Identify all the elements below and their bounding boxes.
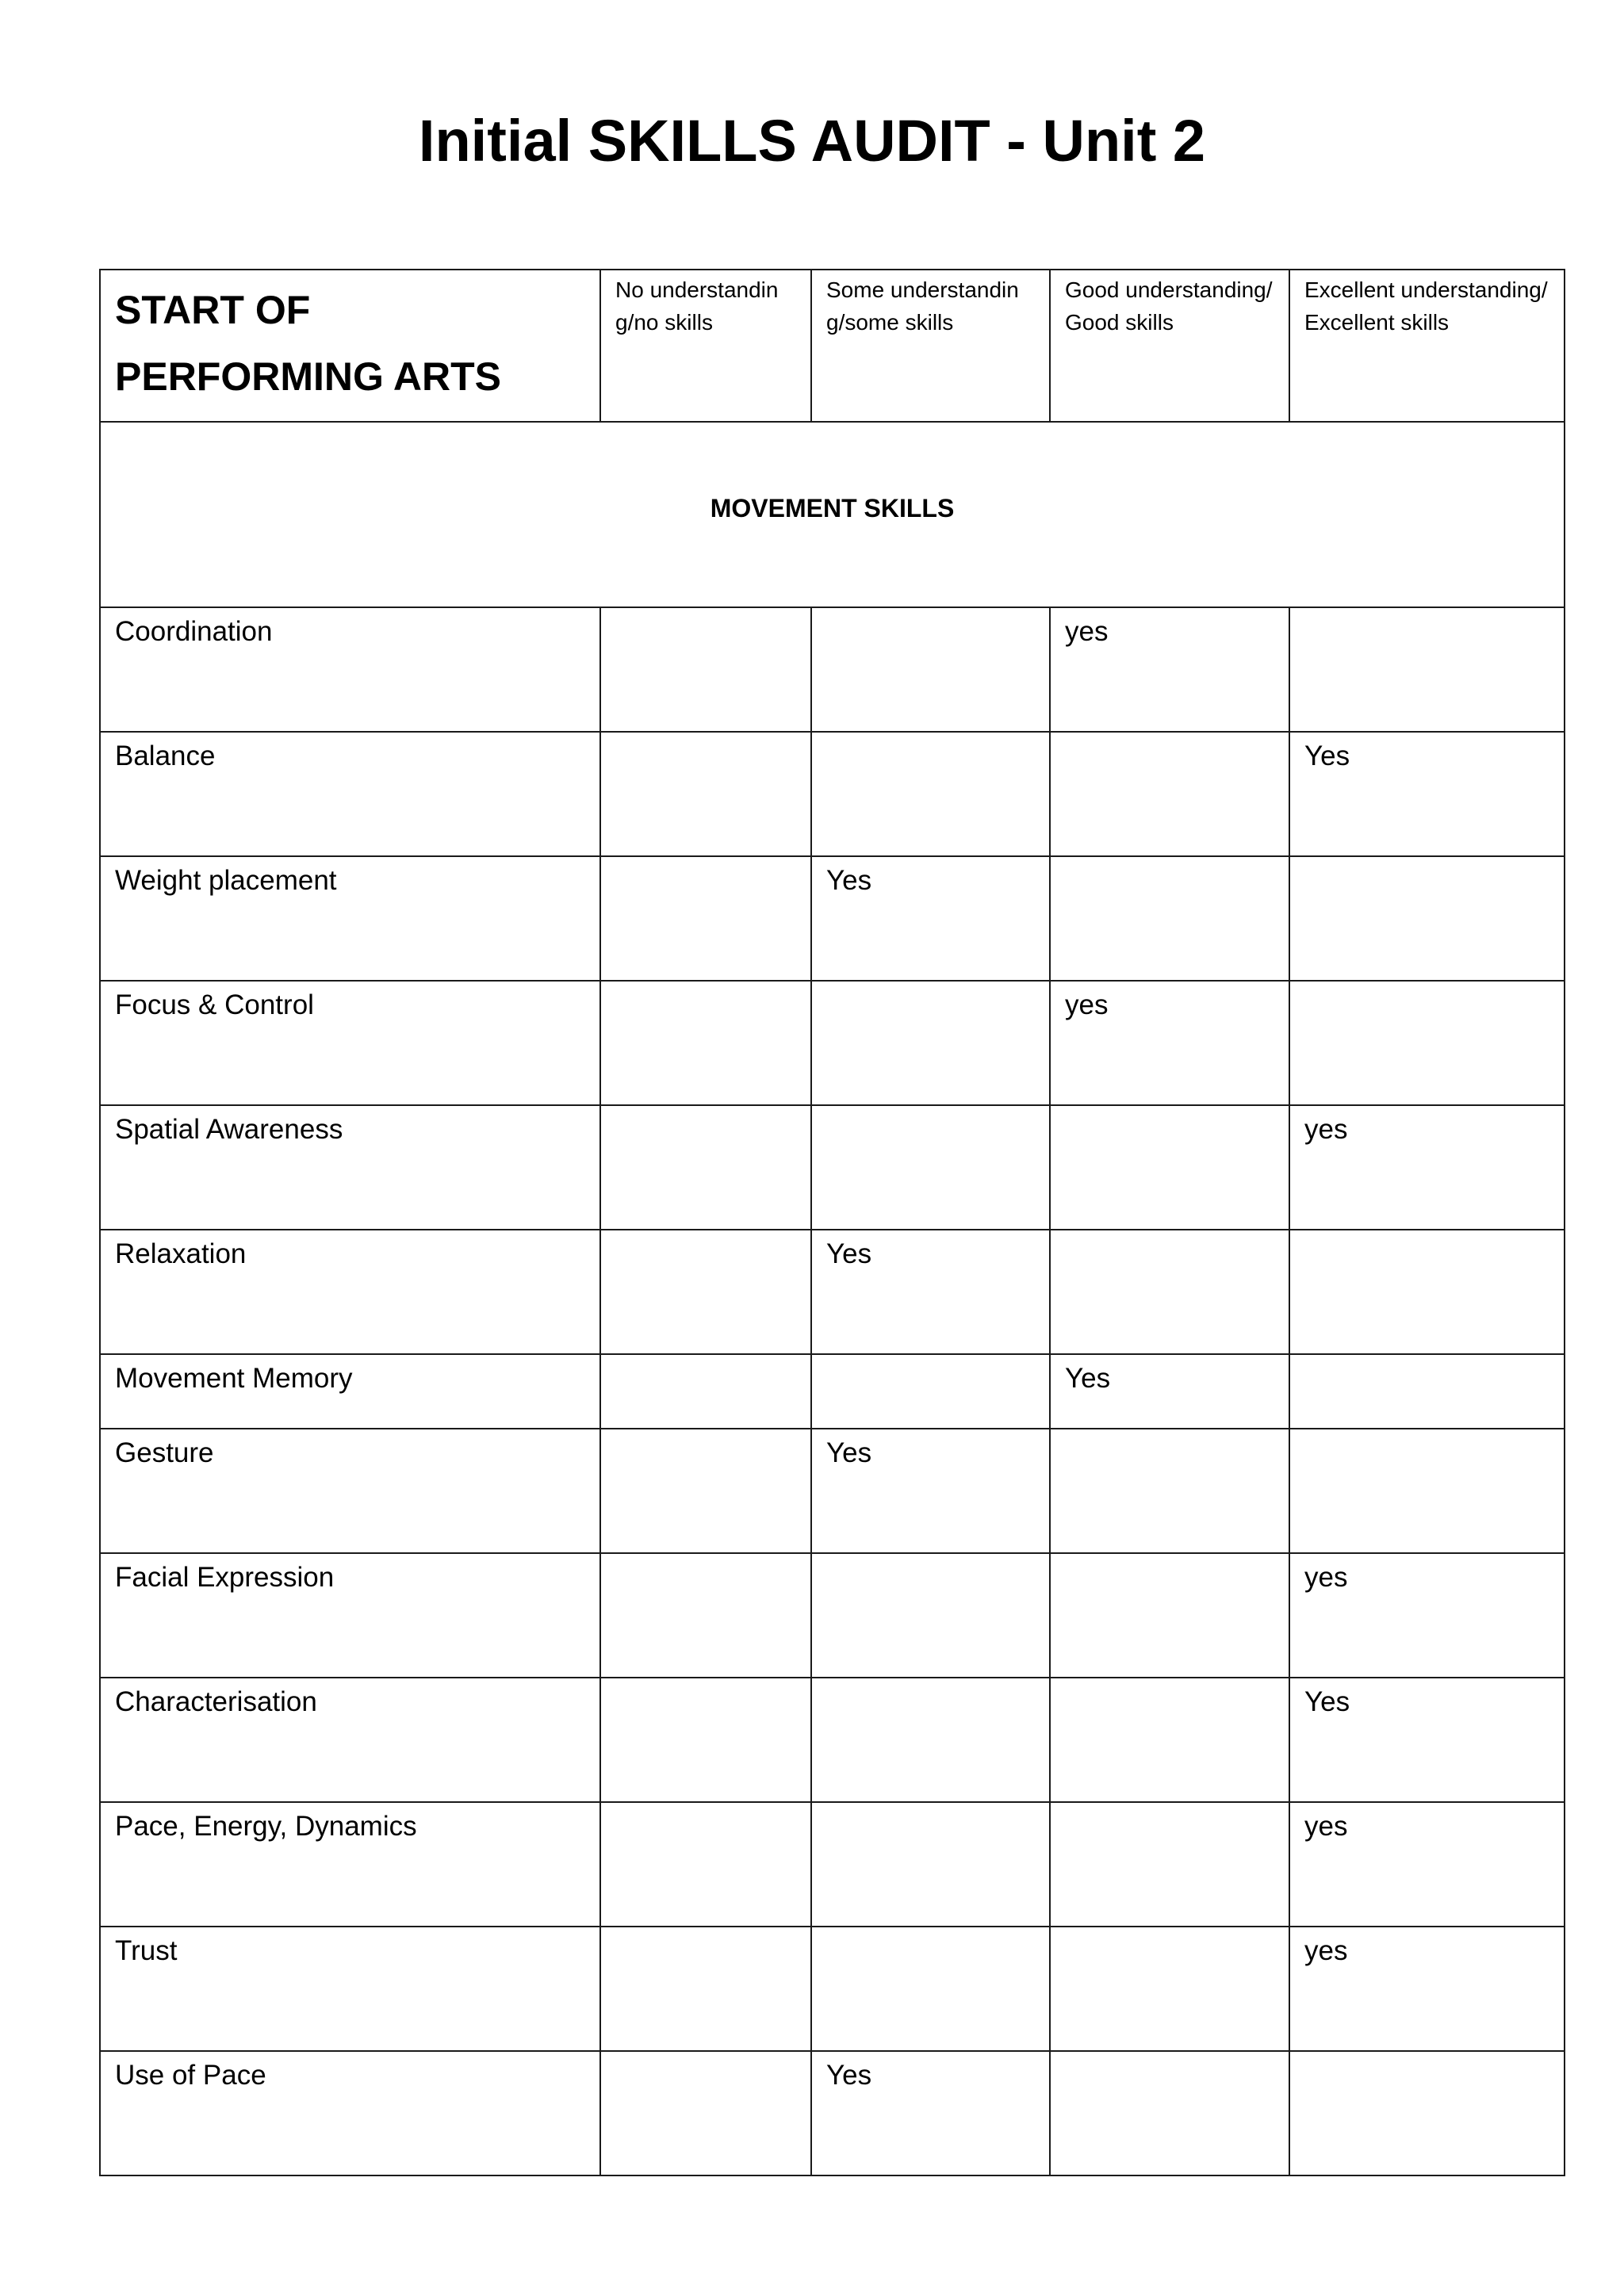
- rating-value: [601, 608, 810, 613]
- table-row: [100, 1429, 1565, 1553]
- skill-name-cell: [100, 856, 600, 981]
- rating-value: Yes: [826, 865, 872, 896]
- rating-value: [1051, 1106, 1289, 1111]
- rating-cell: [600, 1927, 811, 2051]
- rating-value: [812, 1554, 1049, 1559]
- rating-value: [1051, 1230, 1289, 1235]
- rating-cell: [600, 2051, 811, 2175]
- header-row: [100, 270, 1565, 422]
- skill-name-cell: [100, 1429, 600, 1553]
- rating-cell: [1289, 732, 1565, 856]
- rating-cell: [1050, 1105, 1289, 1230]
- rating-value: Yes: [826, 2060, 872, 2091]
- skills-audit-table: [99, 269, 1565, 2176]
- rating-value: [601, 982, 810, 986]
- rating-cell: [600, 732, 811, 856]
- skill-name: Trust: [115, 1935, 178, 1966]
- rating-cell: [1050, 607, 1289, 732]
- rating-cell: [811, 1354, 1050, 1429]
- rating-cell: [600, 1678, 811, 1802]
- rating-cell: [600, 1230, 811, 1354]
- rating-value: [812, 608, 1049, 613]
- rating-value: [601, 1230, 810, 1235]
- section-header-cell: [100, 422, 1565, 607]
- rating-cell: [1289, 1230, 1565, 1354]
- rating-value: [1290, 2052, 1564, 2057]
- rating-cell: [1289, 1553, 1565, 1678]
- column-header-excellent-understanding: [1289, 270, 1565, 422]
- table-row: [100, 1553, 1565, 1678]
- rating-value: yes: [1065, 989, 1109, 1020]
- column-header-no-understanding: [600, 270, 811, 422]
- column-header-label: Good understanding/Good skills: [1065, 277, 1273, 335]
- rating-cell: [1050, 1354, 1289, 1429]
- rating-value: [601, 1927, 810, 1932]
- rating-cell: [811, 1429, 1050, 1553]
- rating-value: [812, 982, 1049, 986]
- rating-cell: [1289, 1354, 1565, 1429]
- column-header-some-understanding: [811, 270, 1050, 422]
- skill-name: Movement Memory: [115, 1363, 353, 1394]
- rating-cell: [1050, 1230, 1289, 1354]
- rating-value: Yes: [1304, 1686, 1350, 1717]
- column-header-label: Some understanding/some skills: [826, 277, 1019, 335]
- table-row: [100, 1802, 1565, 1927]
- rating-value: [1051, 733, 1289, 737]
- section-label: MOVEMENT SKILLS: [710, 493, 955, 522]
- rating-cell: [1289, 2051, 1565, 2175]
- rating-value: yes: [1304, 1114, 1348, 1145]
- table-row: [100, 1105, 1565, 1230]
- rating-value: [812, 1106, 1049, 1111]
- rating-value: [1290, 857, 1564, 862]
- page-title: Initial SKILLS AUDIT - Unit 2: [418, 108, 1206, 174]
- rating-cell: [600, 1802, 811, 1927]
- skill-name-cell: [100, 1678, 600, 1802]
- skill-rows: [100, 607, 1565, 2175]
- rating-value: [1290, 1230, 1564, 1235]
- rating-cell: [600, 1553, 811, 1678]
- table-row: [100, 1230, 1565, 1354]
- rating-cell: [1289, 1927, 1565, 2051]
- skill-name: Characterisation: [115, 1686, 317, 1717]
- rating-value: [601, 733, 810, 737]
- rating-value: [601, 1106, 810, 1111]
- rating-cell: [1289, 981, 1565, 1105]
- table-row: [100, 607, 1565, 732]
- rating-cell: [1050, 1927, 1289, 2051]
- rating-value: [601, 1429, 810, 1434]
- skill-name: Facial Expression: [115, 1562, 335, 1593]
- skill-name: Gesture: [115, 1437, 214, 1468]
- rating-value: [812, 1678, 1049, 1683]
- column-header-label: Excellent understanding/Excellent skills: [1304, 277, 1548, 335]
- rating-value: [812, 1355, 1049, 1360]
- skill-name-cell: [100, 1553, 600, 1678]
- rating-value: yes: [1304, 1811, 1348, 1842]
- skill-name-cell: [100, 607, 600, 732]
- rating-cell: [1050, 2051, 1289, 2175]
- rating-cell: [1289, 1429, 1565, 1553]
- table-row: [100, 981, 1565, 1105]
- skill-name-cell: [100, 981, 600, 1105]
- rating-value: [1290, 608, 1564, 613]
- rating-value: [1051, 1429, 1289, 1434]
- rating-cell: [600, 1429, 811, 1553]
- rating-cell: [600, 1105, 811, 1230]
- rating-value: [601, 1554, 810, 1559]
- skill-name-cell: [100, 1802, 600, 1927]
- rating-cell: [811, 1927, 1050, 2051]
- rating-value: Yes: [826, 1238, 872, 1269]
- column-header-good-understanding: [1050, 270, 1289, 422]
- column-header-label: No understanding/no skills: [615, 277, 779, 335]
- rating-value: Yes: [826, 1437, 872, 1468]
- table-row: [100, 1354, 1565, 1429]
- rating-value: [1290, 1429, 1564, 1434]
- rating-value: [1051, 1803, 1289, 1808]
- rating-value: [601, 1678, 810, 1683]
- rating-value: [601, 857, 810, 862]
- rating-value: [1051, 1554, 1289, 1559]
- rating-cell: [811, 1105, 1050, 1230]
- skill-name: Coordination: [115, 616, 273, 647]
- rating-cell: [1050, 1802, 1289, 1927]
- rating-cell: [1289, 1678, 1565, 1802]
- rating-value: [601, 1803, 810, 1808]
- skill-name-cell: [100, 732, 600, 856]
- rating-value: [812, 733, 1049, 737]
- rating-cell: [1050, 856, 1289, 981]
- rating-cell: [1050, 981, 1289, 1105]
- rating-cell: [1050, 732, 1289, 856]
- rating-value: yes: [1065, 616, 1109, 647]
- table-row: [100, 2051, 1565, 2175]
- rating-cell: [811, 732, 1050, 856]
- rating-value: [1051, 857, 1289, 862]
- rating-value: [812, 1803, 1049, 1808]
- rating-cell: [1050, 1678, 1289, 1802]
- rating-value: [1051, 2052, 1289, 2057]
- corner-header-label: START OF PERFORMING ARTS: [115, 288, 502, 399]
- rating-cell: [1289, 856, 1565, 981]
- rating-cell: [600, 981, 811, 1105]
- skill-name: Spatial Awareness: [115, 1114, 343, 1145]
- skill-name: Relaxation: [115, 1238, 247, 1269]
- rating-cell: [1289, 1802, 1565, 1927]
- rating-value: Yes: [1304, 740, 1350, 771]
- rating-value: [1290, 982, 1564, 986]
- skill-name-cell: [100, 1927, 600, 2051]
- skill-name: Pace, Energy, Dynamics: [115, 1811, 417, 1842]
- rating-value: [601, 2052, 810, 2057]
- rating-cell: [1050, 1553, 1289, 1678]
- skill-name-cell: [100, 1105, 600, 1230]
- rating-cell: [811, 1802, 1050, 1927]
- skill-name: Weight placement: [115, 865, 337, 896]
- rating-cell: [811, 1230, 1050, 1354]
- rating-cell: [1289, 1105, 1565, 1230]
- rating-cell: [811, 981, 1050, 1105]
- skill-name: Use of Pace: [115, 2060, 266, 2091]
- rating-cell: [811, 1553, 1050, 1678]
- rating-value: yes: [1304, 1935, 1348, 1966]
- rating-value: [1290, 1355, 1564, 1360]
- rating-cell: [600, 1354, 811, 1429]
- rating-cell: [600, 856, 811, 981]
- rating-value: [1051, 1927, 1289, 1932]
- rating-value: Yes: [1065, 1363, 1111, 1394]
- skill-name-cell: [100, 2051, 600, 2175]
- skill-name-cell: [100, 1230, 600, 1354]
- rating-cell: [811, 607, 1050, 732]
- table-row: [100, 1678, 1565, 1802]
- table-row: [100, 856, 1565, 981]
- rating-cell: [1289, 607, 1565, 732]
- skill-name-cell: [100, 1354, 600, 1429]
- rating-value: yes: [1304, 1562, 1348, 1593]
- skill-name: Focus & Control: [115, 989, 314, 1020]
- rating-value: [812, 1927, 1049, 1932]
- rating-cell: [811, 1678, 1050, 1802]
- rating-value: [601, 1355, 810, 1360]
- section-row: [100, 422, 1565, 607]
- skill-name: Balance: [115, 740, 216, 771]
- rating-cell: [600, 607, 811, 732]
- rating-cell: [811, 2051, 1050, 2175]
- rating-value: [1051, 1678, 1289, 1683]
- rating-cell: [811, 856, 1050, 981]
- rating-cell: [1050, 1429, 1289, 1553]
- table-row: [100, 1927, 1565, 2051]
- table-row: [100, 732, 1565, 856]
- corner-header-cell: [100, 270, 600, 422]
